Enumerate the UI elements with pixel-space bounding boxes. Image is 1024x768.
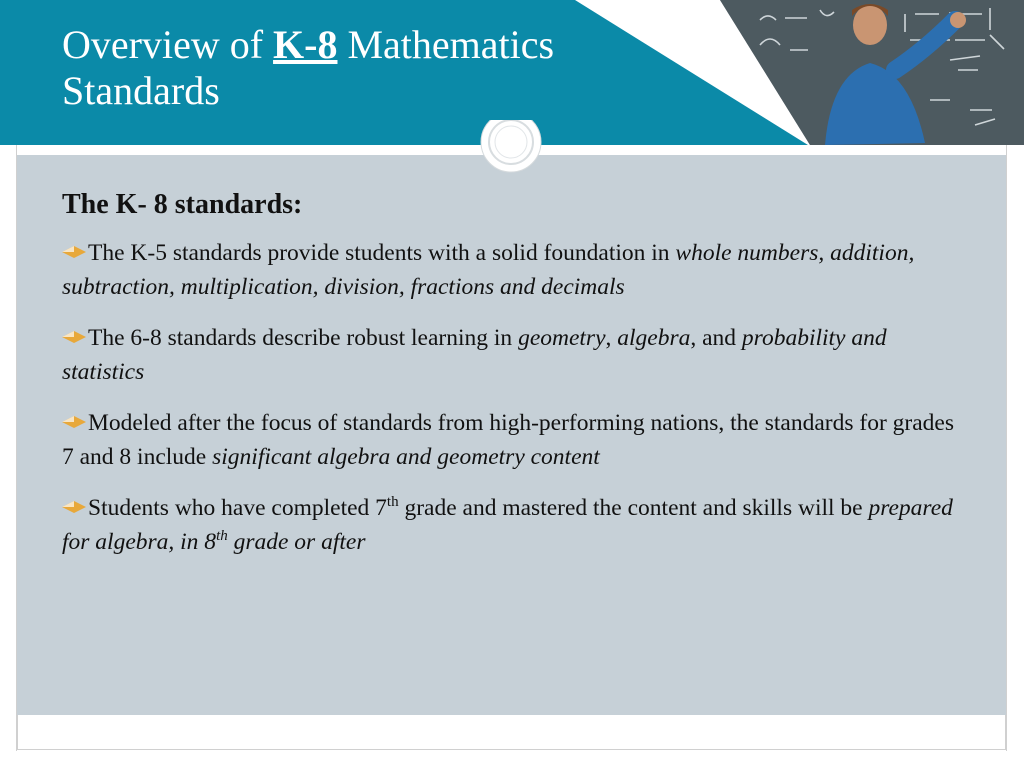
bullet-list bbox=[62, 236, 967, 576]
teacher-chalkboard-photo bbox=[700, 0, 1024, 145]
bullet-item-grades-7-8: Modeled after the focus of standards from high-performing nations, the standards for grades 7 and 8 include significant algebra and geometry content bbox=[62, 410, 954, 470]
bullet-item-k5: The K-5 standards provide students with a solid foundation in whole numbers, addition, subtraction, multiplication, division, fractions and decimals bbox=[62, 240, 915, 300]
frame-right-border bbox=[1006, 145, 1007, 751]
diamond-arrow-bullet-icon bbox=[62, 500, 86, 514]
subheading: The K- 8 standards: bbox=[62, 189, 303, 220]
decorative-circle bbox=[478, 120, 544, 176]
diamond-arrow-bullet-icon bbox=[62, 245, 86, 259]
diamond-arrow-bullet-icon bbox=[62, 415, 86, 429]
footer-strip bbox=[17, 715, 1006, 750]
slide-title: Overview of K-8 Mathematics Standards bbox=[62, 22, 555, 113]
bullet-item-6-8: The 6-8 standards describe robust learning in geometry, algebra, and probability and statistics bbox=[62, 325, 887, 385]
bullet-item-prepared-algebra: Students who have completed 7th grade and mastered the content and skills will be prepared for algebra, in 8th grade or after bbox=[62, 494, 953, 555]
diamond-arrow-bullet-icon bbox=[62, 330, 86, 344]
title-k8-link[interactable]: K-8 bbox=[273, 22, 338, 67]
